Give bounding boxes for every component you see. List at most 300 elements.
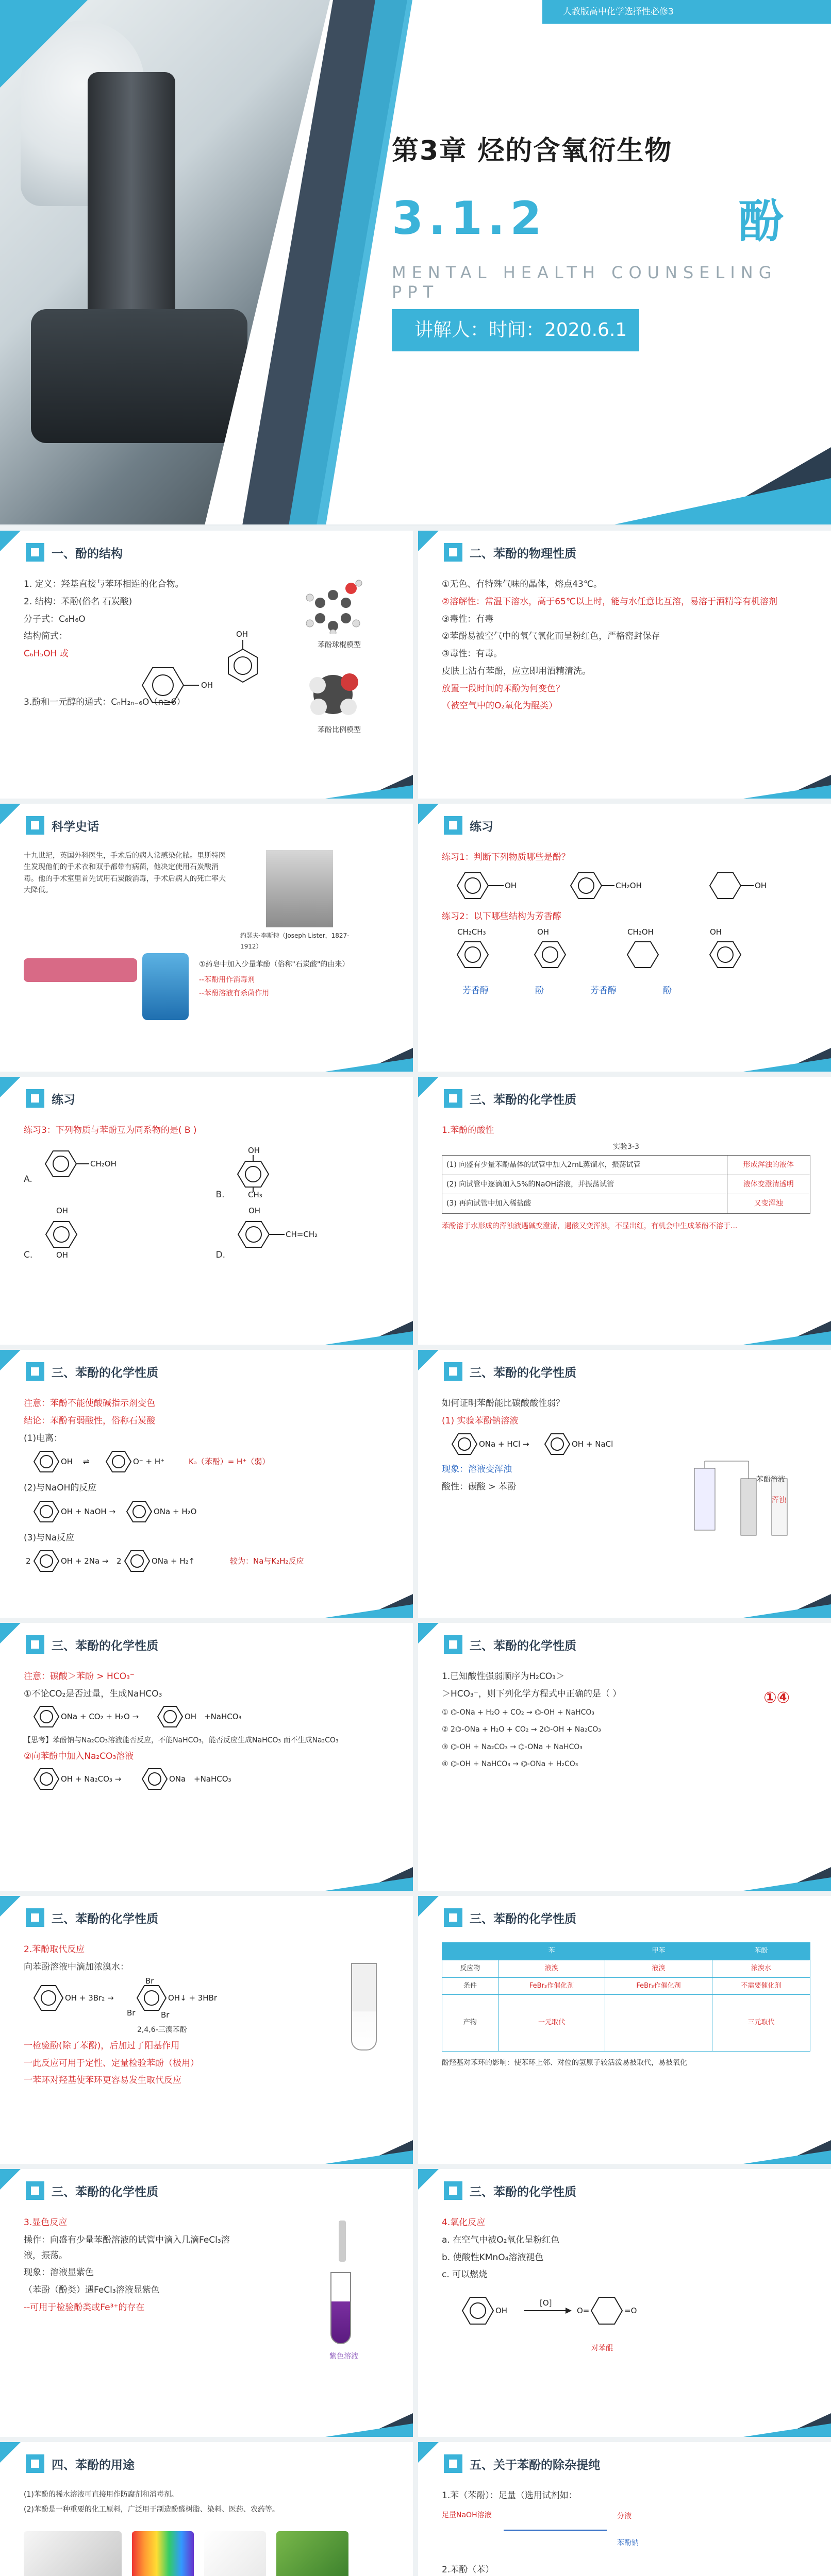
text-line: （苯酚（酚类）遇FeCl₃溶液显紫色 — [24, 2285, 160, 2295]
slide-header — [26, 1908, 158, 1927]
svg-text:O=: O= — [577, 2306, 590, 2315]
answer-label: 酚 — [663, 986, 672, 996]
decor-corner — [743, 1877, 831, 1891]
flow-arrow — [504, 2530, 607, 2531]
slide-title: 三、苯酚的化学性质 — [52, 2185, 158, 2199]
text-line: 现象：溶液显紫色 — [24, 2267, 94, 2278]
table-cell: 又变浑浊 — [727, 1194, 810, 1214]
slide-body — [442, 1669, 810, 1865]
svg-text:OH: OH — [56, 1206, 68, 1215]
decor-corner — [0, 2442, 21, 2463]
slide-header — [26, 543, 123, 562]
equation-note: 较为：Na与K₂H₂反应 — [230, 1556, 304, 1566]
structures-row-2 — [442, 926, 792, 978]
slide-header — [444, 2454, 600, 2473]
table-cell: (3) 再向试管中加入稀盐酸 — [442, 1194, 727, 1214]
equation-product: +NaHCO₃ — [204, 1711, 242, 1721]
decor-corner — [743, 1331, 831, 1345]
decor-corner — [325, 1058, 413, 1072]
slide-header — [26, 816, 99, 835]
svg-text:OH↓ + 3HBr: OH↓ + 3HBr — [168, 1993, 218, 2003]
subtitle: MENTAL HEALTH COUNSELING PPT — [392, 263, 777, 302]
header-icon — [26, 816, 44, 835]
option-label: A. — [24, 1174, 32, 1184]
text-line: 4.氧化反应 — [442, 2217, 486, 2228]
header-icon — [26, 2454, 44, 2473]
table-header: 苯 — [498, 1943, 605, 1960]
text-line: 结构简式： — [24, 631, 68, 642]
slide-equation-quiz — [418, 1623, 831, 1891]
model-caption: 苯酚比例模型 — [318, 726, 361, 734]
slide-body — [24, 850, 392, 1046]
flow-label: 苯酚钠 — [617, 2538, 639, 2547]
option-a — [24, 1146, 201, 1203]
decor-corner — [418, 1077, 439, 1097]
slide-row — [0, 1623, 831, 1896]
reagent-label: [O] — [540, 2298, 552, 2308]
decor-corner — [325, 2150, 413, 2164]
slide-header — [26, 1362, 158, 1381]
text-line: 一检验酚(除了苯酚)，后加过了阳基作用 — [24, 2040, 180, 2051]
slide-color-reaction — [0, 2169, 413, 2437]
flow-diagram — [442, 2506, 810, 2563]
note: 苯酚溶于水形成的浑浊液遇碱变澄清，遇酸又变浑浊，不显出红，有机会中生成苯酚不溶于... — [442, 1222, 738, 1230]
table-cell: 不需要催化剂 — [712, 1977, 810, 1995]
list-item: ① ⌬-ONa + H₂O + CO₂ → ⌬-OH + NaHCO₃ — [442, 1708, 595, 1717]
slide-title: 三、苯酚的化学性质 — [52, 1639, 158, 1653]
slide-uses — [0, 2442, 413, 2576]
na-equation — [24, 1548, 374, 1574]
question: 练习1：判断下列物质哪些是酚？ — [442, 852, 570, 862]
title-slide — [0, 0, 831, 526]
equation-list — [442, 1704, 810, 1773]
image-caption: 紫色溶液 — [329, 2352, 358, 2361]
chapter-title: 第3章 烃的含氧衍生物 — [392, 135, 673, 166]
dropper-icon — [339, 2221, 346, 2262]
slide-body — [442, 2215, 810, 2411]
decor-corner — [0, 1077, 21, 1097]
slide-body — [24, 1123, 392, 1319]
answer-label: 酚 — [535, 986, 544, 996]
header-icon — [444, 816, 462, 835]
table-cell: (1) 向盛有少量苯酚晶体的试管中加入2mL蒸馏水，振荡试管 — [442, 1156, 727, 1175]
header-icon — [444, 1362, 462, 1381]
note: ①药皂中加入少量苯酚（俗称"石炭酸"的由来） — [199, 960, 350, 969]
slide-title: 一、酚的结构 — [52, 547, 123, 561]
svg-text:OH: OH — [201, 681, 213, 690]
svg-text:OH: OH — [236, 630, 248, 639]
text-line: (2)与NaOH的反应 — [24, 1483, 97, 1493]
table-cell: FeBr₃作催化剂 — [498, 1977, 605, 1995]
lesson-number: 3.1.2 — [392, 191, 547, 245]
slide-oxidation — [418, 2169, 831, 2437]
slide-body — [24, 1669, 392, 1865]
list-item: ④ ⌬-OH + NaHCO₃ → ⌬-ONa + H₂CO₃ — [442, 1760, 578, 1769]
slide-body — [24, 2215, 392, 2411]
decor-corner — [743, 1058, 831, 1072]
slide-title: 科学史话 — [52, 820, 99, 834]
table-cell: 产物 — [442, 1995, 498, 2052]
note: 酚羟基对苯环的影响：使苯环上邻、对位的氢原子较活泼易被取代，易被氧化 — [442, 2059, 687, 2067]
decor-corner — [743, 2150, 831, 2164]
table-row — [442, 1175, 810, 1194]
decor-corner — [0, 531, 21, 551]
header-icon — [26, 543, 44, 562]
svg-text:=O: =O — [624, 2306, 637, 2315]
use-item — [276, 2531, 348, 2576]
slide-title: 三、苯酚的化学性质 — [470, 1366, 576, 1380]
text-line: 一此反应可用于定性、定量检验苯酚（极用） — [24, 2058, 199, 2069]
header-icon — [444, 1908, 462, 1927]
table-cell — [605, 1995, 712, 2052]
slide-header — [444, 2181, 576, 2200]
note: --苯酚溶液有杀菌作用 — [199, 989, 270, 997]
co2-equation — [24, 1704, 333, 1729]
table-header: 苯酚 — [712, 1943, 810, 1960]
text-line: a. 在空气中被O₂氧化呈粉红色 — [442, 2234, 560, 2245]
question: 练习2：以下哪些结构为芳香醇 — [442, 911, 561, 922]
slide-substitution — [0, 1896, 413, 2164]
option-d — [216, 1206, 393, 1263]
slide-title: 三、苯酚的化学性质 — [470, 1912, 576, 1926]
decor-corner — [0, 1896, 21, 1917]
slide-body — [442, 2488, 810, 2576]
header-icon — [26, 1089, 44, 1108]
svg-text:OH: OH — [185, 1711, 197, 1721]
decor-corner — [418, 804, 439, 824]
option-label: C. — [24, 1249, 33, 1260]
question: 练习3：下列物质与苯酚互为同系物的是( B ) — [24, 1125, 197, 1136]
text-line: c. 可以燃烧 — [442, 2269, 488, 2280]
slide-title: 二、苯酚的物理性质 — [470, 547, 576, 561]
decor-corner — [0, 804, 21, 824]
text-line: 一苯环对羟基使苯环更容易发生取代反应 — [24, 2075, 181, 2086]
svg-text:OH: OH — [710, 927, 722, 937]
naoh-equation — [24, 1498, 374, 1525]
slide-title: 五、关于苯酚的除杂提纯 — [470, 2458, 600, 2472]
table-cell: FeBr₃作催化剂 — [605, 1977, 712, 1995]
text-line: ②向苯酚中加入Na₂CO₃溶液 — [24, 1751, 134, 1761]
slide-row — [0, 2442, 831, 2576]
table-row — [442, 1194, 810, 1214]
slide-title: 三、苯酚的化学性质 — [470, 1639, 576, 1653]
decor-corner — [325, 785, 413, 799]
svg-text:OH: OH — [247, 1145, 260, 1155]
test-tube-image — [351, 1963, 377, 2050]
text-line: 酸性：碳酸 > 苯酚 — [442, 1482, 517, 1492]
carbonic-equation — [442, 1431, 658, 1457]
ball-stick-model-icon — [302, 577, 364, 634]
slide-exercise-1 — [418, 804, 831, 1072]
slide-body — [442, 1123, 810, 1319]
phenol-structure-icon — [122, 659, 225, 711]
text-line: 2.苯酚取代反应 — [24, 1944, 85, 1955]
text-line: 分子式：C₆H₆O — [24, 614, 86, 624]
text-line: (1)电离： — [24, 1433, 63, 1444]
bottle-image — [142, 953, 189, 1020]
slide-header — [26, 1635, 158, 1654]
equation-note: Kₐ（苯酚）= H⁺（弱） — [189, 1457, 270, 1467]
slide-title: 四、苯酚的用途 — [52, 2458, 135, 2472]
text-line: 2.苯酚（苯） — [442, 2564, 494, 2575]
decor-corner — [325, 2424, 413, 2437]
history-paragraph: 十九世纪，英国外科医生，手术后的病人常感染化脓。里斯特医生发现他们的手术衣和双手都带有病菌，他决定使用石炭酸消毒。他的手术室里首先试用石炭酸消毒，手术后病人的死亡率大大降低。 — [24, 852, 226, 895]
header-icon — [444, 543, 462, 562]
model-caption: 苯酚球棍模型 — [318, 641, 361, 649]
decor-corner-tl — [0, 0, 88, 88]
svg-text:CH₂OH: CH₂OH — [90, 1159, 117, 1168]
carbonate-equation — [24, 1767, 333, 1791]
text-line: 1.已知酸性强弱顺序为H₂CO₃＞ — [442, 1671, 564, 1682]
text-line: ①不论CO₂是否过量，生成NaHCO₃ — [24, 1688, 162, 1699]
answer-labels — [442, 984, 810, 999]
decor-corner — [743, 785, 831, 799]
svg-text:Br: Br — [161, 2010, 170, 2019]
table-cell: 液体变澄清透明 — [727, 1175, 810, 1194]
header-icon — [26, 1362, 44, 1381]
slide-body — [24, 1396, 392, 1592]
text-line: C₆H₅OH 或 — [24, 649, 69, 659]
text-line: 2. 结构：苯酚(俗名 石炭酸) — [24, 596, 132, 607]
test-tube-purple-image — [330, 2272, 351, 2344]
decor-corner — [325, 1604, 413, 1618]
text-line: (1)苯酚的稀水溶液可直接用作防腐剂和消毒剂。 — [24, 2490, 178, 2499]
slide-exercise-3 — [0, 1077, 413, 1345]
comparison-table — [442, 1942, 810, 2052]
slide-header — [444, 816, 493, 835]
slide-title: 三、苯酚的化学性质 — [470, 1093, 576, 1107]
slide-header — [26, 2454, 135, 2473]
option-b — [216, 1146, 393, 1203]
text-line: ②苯酚易被空气中的氧气氧化而呈粉红色，严格密封保存 — [442, 631, 660, 642]
decor-corner — [325, 1331, 413, 1345]
svg-text:Br: Br — [145, 1977, 154, 1986]
use-item — [204, 2531, 266, 2576]
slide-header — [26, 1089, 75, 1108]
text-line: （被空气中的O₂氧化为醌类） — [442, 701, 558, 711]
slide-title: 练习 — [52, 1093, 75, 1107]
slide-row — [0, 526, 831, 804]
structure-icon — [227, 1146, 330, 1197]
uses-gallery — [24, 2531, 392, 2576]
portrait-image — [266, 850, 333, 927]
table-row — [442, 1995, 810, 2052]
slide-title: 三、苯酚的化学性质 — [470, 2185, 576, 2199]
decor-corner — [418, 1350, 439, 1370]
text-line: 1.苯（苯酚）：足量（选用试剂如： — [442, 2490, 577, 2501]
decor-corner — [325, 1877, 413, 1891]
slide-physical-properties — [418, 531, 831, 799]
decor-corner-br2 — [614, 478, 831, 524]
header-icon — [444, 2454, 462, 2473]
space-fill-model-icon — [302, 665, 364, 721]
decor-corner — [743, 1604, 831, 1618]
table-header: 甲苯 — [605, 1943, 712, 1960]
slide-header — [444, 1908, 576, 1927]
text-line: (2)苯酚是一种重要的化工原料，广泛用于制造酚醛树脂、染料、医药、农药等。 — [24, 2505, 279, 2514]
text-line: ②溶解性：常温下溶水，高于65℃以上时，能与水任意比互溶，易溶于酒精等有机溶剂 — [442, 596, 777, 607]
svg-text:OH + 2Na →: OH + 2Na → — [61, 1556, 109, 1566]
slide-header — [444, 1635, 576, 1654]
answer-label: 芳香醇 — [590, 986, 617, 996]
portrait-caption: 约瑟夫·李斯特（Joseph Lister，1827-1912） — [240, 932, 350, 950]
text-line: 放置一段时间的苯酚为何变色？ — [442, 683, 564, 694]
svg-text:OH: OH — [495, 2306, 508, 2315]
answer-label: 芳香醇 — [462, 986, 489, 996]
text-line: 【思考】苯酚钠与Na₂CO₃溶液能否反应，不能NaHCO₃，能否反应生成NaHCO₃ 而不生成Na₂CO₃ — [24, 1736, 339, 1745]
svg-text:O⁻ + H⁺: O⁻ + H⁺ — [133, 1457, 165, 1467]
apparatus-label: 苯酚溶液 — [756, 1476, 785, 1484]
svg-text:ONa + H₂↑: ONa + H₂↑ — [152, 1556, 195, 1566]
slide-body — [24, 2488, 392, 2576]
text-line: ③毒性：有毒 — [442, 614, 494, 624]
decor-corner — [418, 2169, 439, 2190]
product-name: 对苯醌 — [591, 2344, 613, 2352]
slide-header — [444, 543, 576, 562]
slide-header — [26, 2181, 158, 2200]
svg-text:CH₂CH₃: CH₂CH₃ — [457, 927, 486, 937]
lesson-title: 酚 — [738, 195, 784, 248]
slide-carbonate-note — [0, 1623, 413, 1891]
text-line: ①无色、有特殊气味的晶体，熔点43℃。 — [442, 579, 602, 589]
slide-body — [442, 1942, 810, 2138]
table-cell: 液溴 — [498, 1960, 605, 1977]
use-item — [24, 2531, 122, 2576]
oxidation-equation — [442, 2285, 700, 2336]
structure-icon — [36, 1206, 139, 1258]
soap-image — [24, 958, 137, 982]
slide-purification-1 — [418, 2442, 831, 2576]
answer: ①④ — [763, 1689, 790, 1707]
text-line: b. 使酸性KMnO₄溶液褪色 — [442, 2252, 544, 2263]
slide-row — [0, 2169, 831, 2442]
medicine-image — [204, 2531, 266, 2576]
table-cell: 反应物 — [442, 1960, 498, 1977]
slide-title: 三、苯酚的化学性质 — [52, 1912, 158, 1926]
text-line: 3.显色反应 — [24, 2217, 68, 2228]
slide-title: 三、苯酚的化学性质 — [52, 1366, 158, 1380]
speaker-bar: 讲解人：时间：2020.6.1 — [392, 309, 639, 351]
table-row — [442, 1960, 810, 1977]
svg-text:ONa + HCl →: ONa + HCl → — [479, 1439, 529, 1449]
svg-text:OH: OH — [505, 880, 517, 890]
dye-image — [132, 2531, 194, 2576]
slide-header — [444, 1089, 576, 1108]
svg-text:⇌: ⇌ — [83, 1457, 90, 1467]
decor-corner — [418, 531, 439, 551]
decor-corner — [0, 2169, 21, 2190]
slide-row — [0, 1350, 831, 1623]
slide-body — [442, 577, 810, 773]
table-row — [442, 1977, 810, 1995]
product-name: 2,4,6-三溴苯酚 — [137, 2026, 187, 2035]
text-line: 3.酚和一元醇的通式：CₙH₂ₙ₋₆O（n≥6） — [24, 697, 186, 707]
slide-body — [442, 1396, 810, 1592]
svg-text:OH + NaOH →: OH + NaOH → — [61, 1506, 116, 1516]
slide-acidity-equations — [0, 1350, 413, 1618]
text-line: 向苯酚溶液中滴加浓溴水： — [24, 1961, 129, 1972]
text-line: --可用于检验酚类或Fe³⁺的存在 — [24, 2302, 145, 2313]
svg-text:OH + Na₂CO₃ →: OH + Na₂CO₃ → — [61, 1774, 122, 1784]
table-cell: 三元取代 — [712, 1995, 810, 2052]
subheading: 1.苯酚的酸性 — [442, 1125, 494, 1136]
slide-carbonic-comparison — [418, 1350, 831, 1618]
power-strip-image — [24, 2531, 122, 2576]
slide-history — [0, 804, 413, 1072]
flow-label: 足量NaOH溶液 — [442, 2511, 492, 2519]
table-cell: 液溴 — [605, 1960, 712, 1977]
lesson-row — [392, 185, 784, 250]
ionization-equation — [24, 1448, 374, 1475]
structures-row-1 — [442, 868, 792, 904]
slide-body — [442, 850, 810, 1046]
decor-corner — [418, 2442, 439, 2463]
svg-text:CH₂OH: CH₂OH — [627, 927, 654, 937]
pesticide-image — [276, 2531, 348, 2576]
microscope-base-icon — [31, 309, 247, 443]
text-line: (1) 实验苯酚钠溶液 — [442, 1415, 519, 1426]
phenol-structure-alt-icon — [214, 629, 271, 685]
note: --苯酚用作消毒剂 — [199, 976, 255, 984]
option-label: B. — [215, 1189, 225, 1200]
slide-comparison-table — [418, 1896, 831, 2164]
slide-header — [444, 1362, 576, 1381]
svg-text:OH + 3Br₂ →: OH + 3Br₂ → — [65, 1993, 114, 2003]
header-icon — [26, 1635, 44, 1654]
svg-text:OH: OH — [61, 1457, 73, 1467]
top-band: 人教版高中化学选择性必修3 — [542, 0, 831, 24]
text-line: 结论：苯酚有弱酸性，俗称石炭酸 — [24, 1415, 155, 1426]
text-line: 注意：碳酸＞苯酚 > HCO₃⁻ — [24, 1671, 135, 1682]
structure-icon — [228, 1206, 331, 1258]
header-icon — [444, 1089, 462, 1108]
slide-acidity-experiment — [418, 1077, 831, 1345]
text-line: 皮肤上沾有苯酚，应立即用酒精清洗。 — [442, 666, 591, 676]
slide-title: 练习 — [470, 820, 493, 834]
experiment-title: 实验3-3 — [613, 1142, 639, 1151]
svg-text:2: 2 — [117, 1556, 122, 1566]
text-line: 如何证明苯酚能比碳酸酸性弱？ — [442, 1398, 564, 1409]
text-line: 注意：苯酚不能使酸碱指示剂变色 — [24, 1398, 155, 1409]
slide-row — [0, 804, 831, 1077]
decor-corner — [743, 2424, 831, 2437]
slide-body — [24, 577, 392, 773]
text-line: 1. 定义：羟基直接与苯环相连的化合物。 — [24, 579, 184, 589]
use-item — [132, 2531, 194, 2576]
option-grid — [24, 1146, 392, 1263]
apparatus-label: 浑浊 — [772, 1496, 786, 1504]
svg-text:CH₂OH: CH₂OH — [616, 880, 642, 890]
text-line: ＞HCO₃⁻，则下列化学方程式中正确的是（ ） — [442, 1688, 622, 1699]
svg-text:OH: OH — [248, 1206, 261, 1215]
decor-corner — [418, 1896, 439, 1917]
option-c — [24, 1206, 201, 1263]
decor-corner — [0, 1623, 21, 1643]
flow-label: 分液 — [617, 2512, 631, 2520]
svg-text:OH: OH — [755, 880, 767, 890]
table-header-row — [442, 1943, 810, 1960]
svg-text:2: 2 — [26, 1556, 31, 1566]
slide-structure — [0, 531, 413, 799]
bromination-equation — [24, 1977, 292, 2019]
table-cell: 形成浑浊的液体 — [727, 1156, 810, 1175]
list-item: ③ ⌬-OH + Na₂CO₃ → ⌬-ONa + NaHCO₃ — [442, 1742, 583, 1751]
text-line: 现象：溶液变浑浊 — [442, 1464, 512, 1475]
list-item: ② 2⌬-ONa + H₂O + CO₂ → 2⌬-OH + Na₂CO₃ — [442, 1725, 601, 1734]
slide-row — [0, 1077, 831, 1350]
svg-text:CH₃: CH₃ — [247, 1190, 262, 1197]
slide-body — [24, 1942, 392, 2138]
